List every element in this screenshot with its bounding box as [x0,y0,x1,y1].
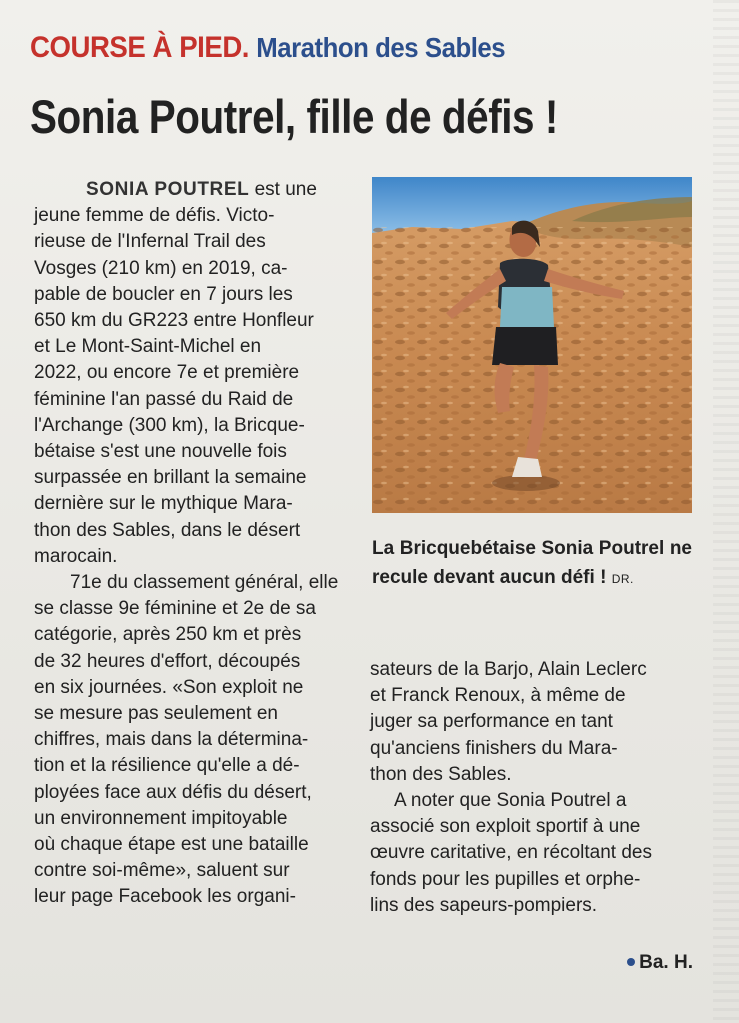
byline-text: Ba. H. [639,952,693,973]
p1-line: l'Archange (300 km), la Bricque- [34,414,305,436]
article-column-right [370,657,695,919]
p3-line: associé son exploit sportif à une [370,816,641,838]
p1-line: féminine l'an passé du Raid de [34,388,294,410]
paragraph-2 [14,570,346,911]
p2c-line: thon des Sables. [370,763,512,785]
p1-line: jeune femme de défis. Victo- [34,205,275,227]
p2-line: se classe 9e féminine et 2e de sa [34,598,317,620]
runner-in-desert-photo [372,177,692,513]
paragraph-3 [370,788,695,919]
p2-line: un environnement impitoyable [34,807,288,829]
p1-line: rieuse de l'Infernal Trail des [34,231,266,253]
p2-line: contre soi-même», saluent sur [34,860,290,882]
p3-line: œuvre caritative, en récoltant des [370,842,652,864]
p2c-line: sateurs de la Barjo, Alain Leclerc [370,659,647,680]
p1-line: et Le Mont-Saint-Michel en [34,336,262,358]
bullet-dot-icon [627,958,635,966]
photo-credit: DR. [611,572,634,586]
p2-line: 71e du classement général, elle [70,572,339,594]
p2c-line: qu'anciens finishers du Mara- [370,737,618,759]
article-headline: Sonia Poutrel, fille de défis ! [30,90,558,143]
p1-line: thon des Sables, dans le désert [34,519,301,541]
p2-line: où chaque étape est une bataille [34,834,309,856]
p1-line: Vosges (210 km) en 2019, ca- [34,257,288,279]
byline [627,950,693,976]
p2-line: de 32 heures d'effort, découpés [34,650,301,672]
section-kicker [30,26,505,70]
paragraph-1 [34,177,346,570]
article-photo [372,177,692,513]
p3-line: lins des sapeurs-pompiers. [370,894,598,916]
photo-caption [372,534,692,594]
p2-line: tion et la résilience qu'elle a dé- [34,755,300,777]
p2-line: se mesure pas seulement en [34,703,278,725]
p3-line: fonds pour les pupilles et orphe- [370,868,641,890]
p1-line: pable de boucler en 7 jours les [34,283,293,305]
section-label: COURSE À PIED. [30,31,250,64]
p1-line: bétaise s'est une nouvelle fois [34,441,287,463]
p2c-line: et Franck Renoux, à même de [370,685,626,707]
lead-name: SONIA POUTREL [86,179,250,200]
p1-line: marocain. [34,545,118,567]
caption-text: La Bricquebétaise Sonia Poutrel ne recule devant aucun défi ! [372,538,692,588]
p2-line: ployées face aux défis du désert, [34,781,312,803]
paragraph-2-continued [370,657,695,788]
p2-line: catégorie, après 250 km et près [34,624,302,646]
p3-line: A noter que Sonia Poutrel a [394,790,627,812]
p2c-line: juger sa performance en tant [370,711,613,733]
p2-line: leur page Facebook les organi- [34,886,296,908]
article-column-left [34,177,346,911]
p1-line-1: est une [254,179,317,200]
p1-line: dernière sur le mythique Mara- [34,493,293,515]
p1-line: 650 km du GR223 entre Honfleur [34,310,314,332]
p2-line: en six journées. «Son exploit ne [34,676,304,698]
bleed-through-texture [713,0,739,1023]
p1-line: surpassée en brillant la semaine [34,467,307,489]
subsection-label: Marathon des Sables [256,32,506,63]
p1-line: 2022, ou encore 7e et première [34,362,300,384]
p2-line: chiffres, mais dans la détermina- [34,729,309,751]
